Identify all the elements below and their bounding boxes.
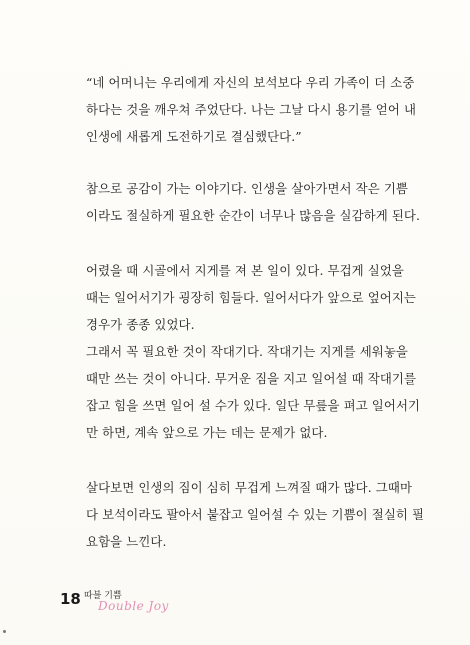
text-line: 잡고 힘을 쓰면 일어 설 수가 있다. 일단 무릎을 펴고 일어서기 [86, 398, 421, 413]
text-line: 때만 쓰는 것이 아니다. 무거운 짐을 지고 일어설 때 작대기를 [86, 371, 417, 386]
scan-speck [3, 630, 6, 633]
paragraph-conclusion [86, 474, 425, 555]
text-line: 참으로 공감이 가는 이야기다. 인생을 살아가면서 작은 기쁨 [86, 181, 408, 196]
paragraph-jige-story [86, 257, 421, 446]
page-number: 18 [60, 590, 81, 608]
text-line: 살다보면 인생의 짐이 심히 무겁게 느껴질 때가 많다. 그때마 [86, 480, 413, 495]
text-line: 그래서 꼭 필요한 것이 작대기다. 작대기는 지게를 세워놓을 [86, 344, 408, 359]
text-line: 이라도 절실하게 필요한 순간이 너무나 많음을 실감하게 된다. [86, 208, 421, 223]
paragraph-reflection [86, 175, 421, 229]
text-line: 어렸을 때 시골에서 지게를 져 본 일이 있다. 무겁게 실었을 [86, 263, 404, 278]
text-line: 때는 일어서기가 굉장히 힘들다. 일어서다가 앞으로 엎어지는 [86, 290, 417, 305]
text-line: “네 어머니는 우리에게 자신의 보석보다 우리 가족이 더 소중 [86, 75, 415, 90]
text-line: 다 보석이라도 팔아서 붙잡고 일어설 수 있는 기쁨이 절실히 필 [86, 507, 425, 522]
text-line: 경우가 종종 있었다. [86, 317, 195, 332]
text-line: 요함을 느낀다. [86, 534, 167, 549]
text-line: 인생에 새롭게 도전하기로 결심했단다.” [86, 129, 302, 144]
book-subtitle: Double Joy [98, 599, 169, 613]
text-line: 만 하면, 계속 앞으로 가는 데는 문제가 없다. [86, 425, 328, 440]
book-title: 따블 기쁨 [84, 591, 122, 601]
paragraph-quote [86, 69, 417, 150]
text-line: 하다는 것을 깨우쳐 주었단다. 나는 그날 다시 용기를 얻어 내 [86, 102, 417, 117]
